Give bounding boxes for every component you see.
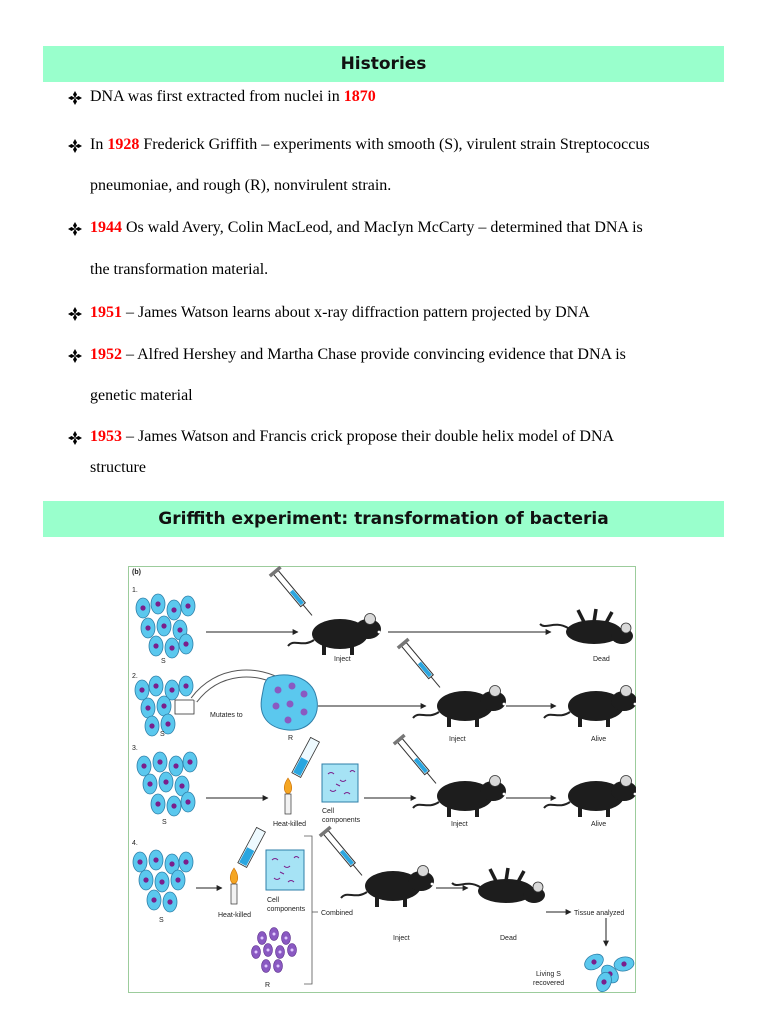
histories-header [43,46,724,82]
panel-label: (b) [132,569,141,576]
burner-icon [284,778,292,814]
recovered-label: recovered [533,980,565,987]
inject-label: Inject [393,935,410,942]
diamond-bullet-icon [68,349,82,363]
year: 1953 [90,428,122,445]
inject-label: Inject [334,656,351,663]
row-number: 1. [132,587,138,594]
s-label: S [160,731,165,738]
history-line: In 1928 Frederick Griffith – experiments with smooth (S), virulent strain Streptococcus [90,136,650,153]
history-line: 1944 Os wald Avery, Colin MacLeod, and MacIyn McCarty – determined that DNA is [90,219,643,236]
dead-label: Dead [500,935,517,942]
combined-label: Combined [321,910,353,917]
griffith-title: Griffith experiment: transformation of bacteria [158,509,609,529]
history-line: pneumoniae, and rough (R), nonvirulent strain. [90,177,392,194]
history-line: 1953 – James Watson and Francis crick propose their double helix model of DNA [90,428,615,445]
s-label: S [162,819,167,826]
cell-components-box [266,850,304,890]
diamond-bullet-icon [68,307,82,321]
history-line: 1952 – Alfred Hershey and Martha Chase provide convincing evidence that DNA is [90,346,626,363]
year: 1928 [107,136,140,153]
alive-label: Alive [591,821,607,828]
s-label: S [159,917,164,924]
history-line: DNA was first extracted from nuclei in 1870 [90,88,376,105]
alive-label: Alive [591,736,607,743]
tissue-analyzed-label: Tissue analyzed [574,910,625,917]
heat-killed-label: Heat-killed [218,912,252,919]
history-line: 1951 – James Watson learns about x-ray diffraction pattern projected by DNA [90,304,590,321]
cell-label: Cell [267,897,280,904]
cell-label: Cell [322,808,335,815]
inject-label: Inject [451,821,468,828]
diamond-bullet-icon [68,139,82,153]
history-line: genetic material [90,387,193,404]
year: 1944 [90,219,122,236]
griffith-figure [128,566,636,993]
history-line: structure [90,459,146,476]
components-label: components [267,906,306,913]
row-number: 4. [132,840,138,847]
dead-label: Dead [593,656,610,663]
living-s-label: Living S [536,971,561,978]
row-number: 2. [132,673,138,680]
inject-label: Inject [449,736,466,743]
diamond-bullet-icon [68,222,82,236]
griffith-header [43,501,724,537]
year: 1870 [343,88,376,105]
components-label: components [322,817,361,824]
r-label: R [265,982,271,989]
row-number: 3. [132,745,138,752]
year: 1952 [90,346,122,363]
histories-title: Histories [340,54,427,74]
history-line: the transformation material. [90,261,269,278]
mutates-to-label: Mutates to [210,712,243,719]
diamond-bullet-icon [68,91,82,105]
burner-icon [230,868,238,904]
griffith-diagram [128,566,636,993]
year: 1951 [90,304,122,321]
cell-components-box [322,764,358,802]
heat-killed-label: Heat-killed [273,821,307,828]
diamond-bullet-icon [68,431,82,445]
r-label: R [288,735,294,742]
s-label: S [161,658,166,665]
